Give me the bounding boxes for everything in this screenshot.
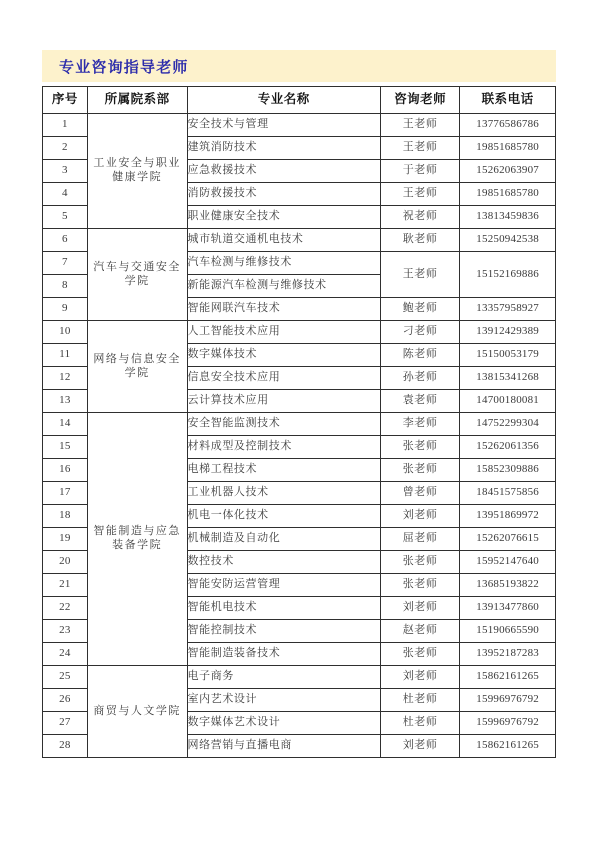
table-row (43, 666, 556, 689)
section-banner (42, 50, 556, 82)
cell-phone: 15862161265 (460, 735, 556, 758)
table-header (43, 87, 556, 114)
cell-index: 10 (43, 321, 88, 344)
cell-phone: 15250942538 (460, 229, 556, 252)
cell-phone: 13685193822 (460, 574, 556, 597)
cell-phone: 13815341268 (460, 367, 556, 390)
cell-teacher: 王老师 (380, 114, 459, 137)
cell-index: 16 (43, 459, 88, 482)
cell-major: 智能制造装备技术 (187, 643, 380, 666)
cell-teacher: 王老师 (380, 183, 459, 206)
cell-index: 15 (43, 436, 88, 459)
cell-index: 28 (43, 735, 88, 758)
cell-department: 汽车与交通安全学院 (87, 229, 187, 321)
cell-phone: 13357958927 (460, 298, 556, 321)
table-header-row (43, 87, 556, 114)
cell-major: 数字媒体技术 (187, 344, 380, 367)
cell-major: 材料成型及控制技术 (187, 436, 380, 459)
cell-phone: 19851685780 (460, 137, 556, 160)
cell-teacher: 张老师 (380, 436, 459, 459)
cell-major: 智能安防运营管理 (187, 574, 380, 597)
cell-phone: 13952187283 (460, 643, 556, 666)
cell-teacher: 张老师 (380, 643, 459, 666)
cell-major: 云计算技术应用 (187, 390, 380, 413)
cell-phone: 13813459836 (460, 206, 556, 229)
cell-index: 12 (43, 367, 88, 390)
cell-index: 13 (43, 390, 88, 413)
cell-index: 4 (43, 183, 88, 206)
cell-major: 数控技术 (187, 551, 380, 574)
cell-index: 11 (43, 344, 88, 367)
cell-teacher: 曾老师 (380, 482, 459, 505)
cell-phone: 15996976792 (460, 689, 556, 712)
cell-teacher: 耿老师 (380, 229, 459, 252)
cell-teacher: 屈老师 (380, 528, 459, 551)
column-header-dept: 所属院系部 (87, 87, 187, 114)
cell-major: 机械制造及自动化 (187, 528, 380, 551)
cell-major: 安全技术与管理 (187, 114, 380, 137)
advisor-table (42, 86, 556, 758)
cell-index: 1 (43, 114, 88, 137)
column-header-phone: 联系电话 (460, 87, 556, 114)
cell-teacher: 祝老师 (380, 206, 459, 229)
cell-phone: 15190665590 (460, 620, 556, 643)
cell-department: 网络与信息安全学院 (87, 321, 187, 413)
cell-major: 信息安全技术应用 (187, 367, 380, 390)
cell-major: 工业机器人技术 (187, 482, 380, 505)
cell-index: 7 (43, 252, 88, 275)
cell-index: 14 (43, 413, 88, 436)
cell-teacher: 李老师 (380, 413, 459, 436)
cell-index: 18 (43, 505, 88, 528)
cell-major: 智能网联汽车技术 (187, 298, 380, 321)
column-header-teacher: 咨询老师 (380, 87, 459, 114)
cell-phone: 15262063907 (460, 160, 556, 183)
cell-major: 建筑消防技术 (187, 137, 380, 160)
cell-major: 城市轨道交通机电技术 (187, 229, 380, 252)
table-row (43, 413, 556, 436)
cell-phone: 15150053179 (460, 344, 556, 367)
cell-phone: 15262076615 (460, 528, 556, 551)
table-row (43, 114, 556, 137)
table-row (43, 229, 556, 252)
cell-phone: 13951869972 (460, 505, 556, 528)
cell-index: 9 (43, 298, 88, 321)
cell-major: 室内艺术设计 (187, 689, 380, 712)
cell-teacher: 袁老师 (380, 390, 459, 413)
cell-department: 智能制造与应急装备学院 (87, 413, 187, 666)
cell-major: 职业健康安全技术 (187, 206, 380, 229)
cell-department: 工业安全与职业健康学院 (87, 114, 187, 229)
cell-teacher: 杜老师 (380, 712, 459, 735)
cell-index: 22 (43, 597, 88, 620)
cell-index: 5 (43, 206, 88, 229)
cell-teacher: 赵老师 (380, 620, 459, 643)
cell-phone: 19851685780 (460, 183, 556, 206)
cell-major: 应急救援技术 (187, 160, 380, 183)
cell-index: 8 (43, 275, 88, 298)
cell-major: 智能机电技术 (187, 597, 380, 620)
table-row (43, 321, 556, 344)
cell-phone: 18451575856 (460, 482, 556, 505)
cell-phone: 15952147640 (460, 551, 556, 574)
cell-index: 17 (43, 482, 88, 505)
cell-teacher: 刁老师 (380, 321, 459, 344)
cell-major: 汽车检测与维修技术 (187, 252, 380, 275)
cell-teacher: 刘老师 (380, 735, 459, 758)
cell-major: 智能控制技术 (187, 620, 380, 643)
page-title: 专业咨询指导老师 (59, 59, 189, 76)
cell-major: 人工智能技术应用 (187, 321, 380, 344)
cell-major: 安全智能监测技术 (187, 413, 380, 436)
cell-phone: 15262061356 (460, 436, 556, 459)
cell-phone: 13913477860 (460, 597, 556, 620)
cell-phone: 15996976792 (460, 712, 556, 735)
cell-teacher: 张老师 (380, 459, 459, 482)
cell-phone: 13776586786 (460, 114, 556, 137)
cell-index: 20 (43, 551, 88, 574)
cell-index: 2 (43, 137, 88, 160)
cell-major: 网络营销与直播电商 (187, 735, 380, 758)
cell-teacher: 鲍老师 (380, 298, 459, 321)
cell-teacher: 孙老师 (380, 367, 459, 390)
cell-teacher: 刘老师 (380, 597, 459, 620)
cell-index: 25 (43, 666, 88, 689)
cell-teacher: 张老师 (380, 551, 459, 574)
cell-phone: 14752299304 (460, 413, 556, 436)
cell-teacher: 于老师 (380, 160, 459, 183)
cell-phone: 15862161265 (460, 666, 556, 689)
cell-phone: 14700180081 (460, 390, 556, 413)
cell-index: 19 (43, 528, 88, 551)
cell-phone: 15152169886 (460, 252, 556, 298)
cell-index: 23 (43, 620, 88, 643)
cell-index: 24 (43, 643, 88, 666)
cell-department: 商贸与人文学院 (87, 666, 187, 758)
cell-major: 新能源汽车检测与维修技术 (187, 275, 380, 298)
cell-teacher: 王老师 (380, 252, 459, 298)
table-body (43, 114, 556, 758)
cell-major: 数字媒体艺术设计 (187, 712, 380, 735)
cell-teacher: 杜老师 (380, 689, 459, 712)
cell-teacher: 刘老师 (380, 505, 459, 528)
cell-major: 电子商务 (187, 666, 380, 689)
cell-teacher: 王老师 (380, 137, 459, 160)
cell-phone: 13912429389 (460, 321, 556, 344)
cell-index: 26 (43, 689, 88, 712)
cell-index: 21 (43, 574, 88, 597)
column-header-major: 专业名称 (187, 87, 380, 114)
cell-teacher: 刘老师 (380, 666, 459, 689)
cell-teacher: 张老师 (380, 574, 459, 597)
cell-index: 6 (43, 229, 88, 252)
cell-teacher: 陈老师 (380, 344, 459, 367)
cell-major: 消防救援技术 (187, 183, 380, 206)
cell-index: 27 (43, 712, 88, 735)
cell-major: 机电一体化技术 (187, 505, 380, 528)
cell-index: 3 (43, 160, 88, 183)
cell-phone: 15852309886 (460, 459, 556, 482)
column-header-index: 序号 (43, 87, 88, 114)
cell-major: 电梯工程技术 (187, 459, 380, 482)
